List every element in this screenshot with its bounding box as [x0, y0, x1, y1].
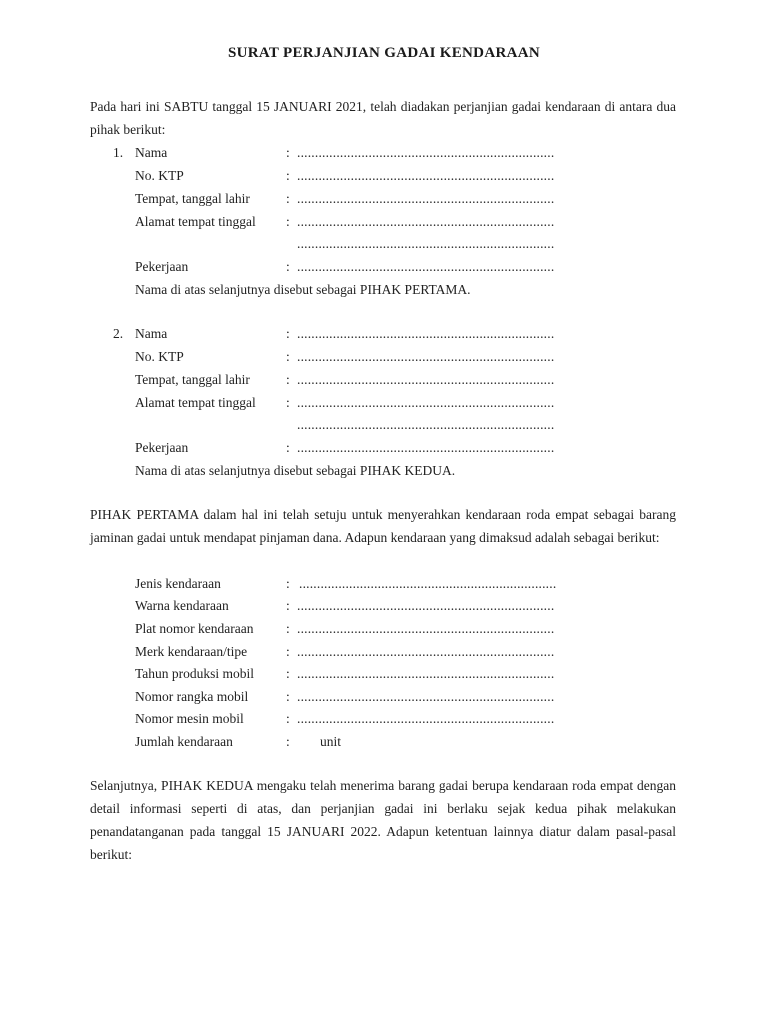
party2-number: 2.: [113, 326, 124, 341]
party2-ttl-row: [0, 368, 768, 391]
field-label: Alamat tempat tinggal: [135, 214, 256, 229]
party1-alamat-row: [0, 210, 768, 233]
party2-nama-row: [0, 322, 768, 345]
fill-in-blank: ........................................................................: [297, 644, 555, 659]
field-label: Nama: [135, 145, 168, 160]
field-colon: :: [286, 145, 290, 160]
field-colon: :: [286, 666, 290, 681]
fill-in-blank: ........................................................................: [297, 372, 555, 387]
field-colon: :: [286, 349, 290, 364]
party1-ktp-row: [0, 164, 768, 187]
party1-number: 1.: [113, 145, 124, 160]
field-label: No. KTP: [135, 168, 184, 183]
field-label: No. KTP: [135, 349, 184, 364]
fill-in-blank: ........................................................................: [297, 711, 555, 726]
fill-in-blank: ........................................................................: [299, 576, 557, 591]
intro-paragraph: Pada hari ini SABTU tanggal 15 JANUARI 2021, telah diadakan perjanjian gadai kendaraan di antara dua pihak berikut:: [90, 99, 676, 137]
field-colon: :: [286, 734, 290, 749]
document-title: SURAT PERJANJIAN GADAI KENDARAAN: [228, 45, 540, 61]
field-colon: :: [286, 191, 290, 206]
fill-in-blank: ........................................................................: [297, 326, 555, 341]
closing-paragraph: Selanjutnya, PIHAK KEDUA mengaku telah menerima barang gadai berupa kendaraan roda empat dengan detail informasi seperti di atas, dan perjanjian gadai ini berlaku sejak kedua pihak melakukan penandatanganan pada tanggal 15 JANUARI 2022. Adapun ketentuan lainnya diatur dalam pasal-pasal berikut:: [90, 778, 676, 862]
field-label: Tempat, tanggal lahir: [135, 191, 250, 206]
party2-alamat-row: [0, 391, 768, 414]
party2-note: Nama di atas selanjutnya disebut sebagai PIHAK KEDUA.: [135, 463, 456, 478]
field-colon: :: [286, 440, 290, 455]
field-label: Merk kendaraan/tipe: [135, 644, 248, 659]
vehicle-rangka-row: [0, 685, 768, 708]
field-label: Tempat, tanggal lahir: [135, 372, 250, 387]
fill-in-blank: ........................................................................: [297, 236, 555, 251]
field-label: Nomor rangka mobil: [135, 689, 249, 704]
field-colon: :: [286, 598, 290, 613]
party1-ttl-row: [0, 187, 768, 210]
fill-in-blank: ........................................................................: [297, 621, 555, 636]
party1-pekerjaan-row: [0, 255, 768, 278]
fill-in-blank: ........................................................................: [297, 417, 555, 432]
field-label: Jenis kendaraan: [135, 576, 221, 591]
field-label: Tahun produksi mobil: [135, 666, 255, 681]
vehicle-plat-row: [0, 617, 768, 640]
vehicle-merk-row: [0, 640, 768, 663]
vehicle-mesin-row: [0, 707, 768, 730]
field-colon: :: [286, 168, 290, 183]
vehicle-jumlah-row: [0, 730, 768, 753]
vehicle-intro-paragraph: PIHAK PERTAMA dalam hal ini telah setuju untuk menyerahkan kendaraan roda empat sebagai barang jaminan gadai untuk mendapat pinjaman dana. Adapun kendaraan yang dimaksud adalah sebagai berikut:: [90, 507, 676, 545]
party1-alamat-cont-row: [0, 232, 768, 255]
field-label: Pekerjaan: [135, 440, 189, 455]
party2-alamat-cont-row: [0, 413, 768, 436]
field-colon: :: [286, 644, 290, 659]
fill-in-blank: ........................................................................: [297, 440, 555, 455]
unit-label: unit: [320, 734, 342, 749]
fill-in-blank: ........................................................................: [297, 689, 555, 704]
fill-in-blank: ........................................................................: [297, 259, 555, 274]
field-label: Alamat tempat tinggal: [135, 395, 256, 410]
field-colon: :: [286, 259, 290, 274]
field-colon: :: [286, 214, 290, 229]
field-label: Nomor mesin mobil: [135, 711, 244, 726]
party2-pekerjaan-row: [0, 436, 768, 459]
field-label: Plat nomor kendaraan: [135, 621, 254, 636]
field-label: Warna kendaraan: [135, 598, 229, 613]
fill-in-blank: ........................................................................: [297, 598, 555, 613]
party1-nama-row: [0, 141, 768, 164]
field-colon: :: [286, 711, 290, 726]
fill-in-blank: ........................................................................: [297, 666, 555, 681]
field-label: Pekerjaan: [135, 259, 189, 274]
fill-in-blank: ........................................................................: [297, 349, 555, 364]
field-colon: :: [286, 576, 290, 591]
fill-in-blank: ........................................................................: [297, 145, 555, 160]
party2-ktp-row: [0, 345, 768, 368]
fill-in-blank: ........................................................................: [297, 191, 555, 206]
field-colon: :: [286, 326, 290, 341]
field-colon: :: [286, 372, 290, 387]
fill-in-blank: ........................................................................: [297, 395, 555, 410]
fill-in-blank: ........................................................................: [297, 214, 555, 229]
vehicle-jenis-row: [0, 572, 768, 595]
vehicle-warna-row: [0, 594, 768, 617]
field-colon: :: [286, 689, 290, 704]
field-colon: :: [286, 395, 290, 410]
field-label: Nama: [135, 326, 168, 341]
field-label: Jumlah kendaraan: [135, 734, 233, 749]
fill-in-blank: ........................................................................: [297, 168, 555, 183]
field-colon: :: [286, 621, 290, 636]
vehicle-tahun-row: [0, 662, 768, 685]
party1-note: Nama di atas selanjutnya disebut sebagai PIHAK PERTAMA.: [135, 282, 471, 297]
